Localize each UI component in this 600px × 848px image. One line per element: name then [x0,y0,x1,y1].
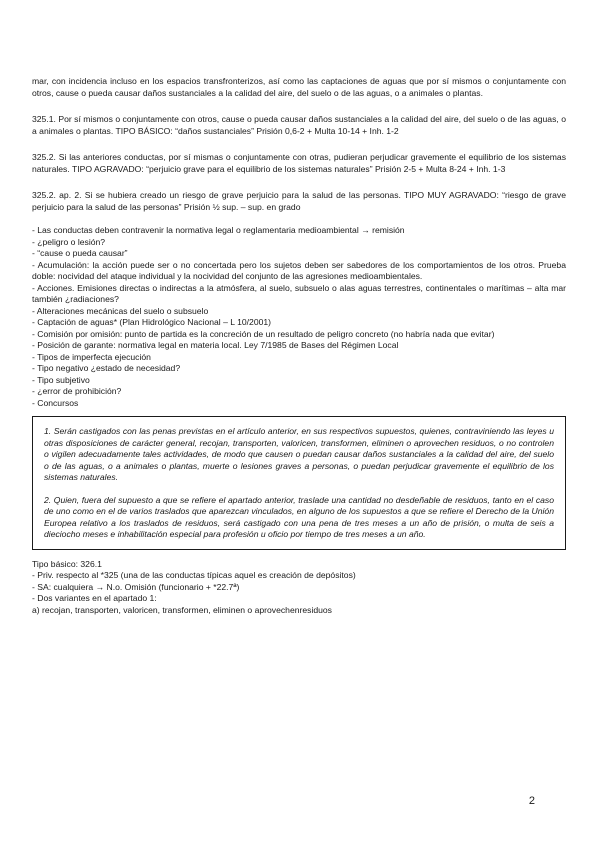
quote-paragraph-1: 1. Serán castigados con las penas previstas en el artículo anterior, en sus respectivos supuestos, quienes, contraviniendo las leyes u otras disposiciones de carácter general, recojan, transporten, valoricen, transformen, eliminen o aprovechen residuos, o no controlen o vigilen adecuadamente tales actividades, de modo que causen o puedan causar daños sustanciales a la calidad del aire, del suelo o de las aguas, o a animales o plantas, muerte o lesiones graves a personas, o puedan perjudicar gravemente el equilibrio de los sistemas naturales. [44,426,554,482]
list-item: - Las conductas deben contravenir la normativa legal o reglamentaria medioambiental → remisión [32,225,405,235]
list-item: - Acumulación: la acción puede ser o no concertada pero los sujetos deben ser sabedores de los comportamientos de los otros. Prueba doble: nocividad del ataque individual y la nocividad del conjunto de las agresiones medioambientales. [32,259,566,281]
section-325-2: 325.2. Si las anteriores conductas, por sí mismas o conjuntamente con otras, pudieran perjudicar gravemente el equilibrio de los sistemas naturales. TIPO AGRAVADO: “perjuicio grave para el equilibrio de los sistemas naturales” Prisión 2-5 + Multa 8-24 + Inh. 1-3 [32,152,566,174]
section-325-2-ap-2: 325.2. ap. 2. Si se hubiera creado un riesgo de grave perjuicio para la salud de las personas. TIPO MUY AGRAVADO: “riesgo de grave perjuicio para la salud de las personas” Prisión ½ sup. – sup. en grado [32,190,566,212]
list-item: - Tipos de imperfecta ejecución [32,351,151,362]
intro-paragraph: mar, con incidencia incluso en los espacios transfronterizos, así como las captaciones de aguas que por sí mismos o conjuntamente con otros, cause o pueda causar daños sustanciales a la calidad del aire, del suelo o de las aguas, o a animales o plantas. [32,76,566,98]
list-item: - Captación de aguas* (Plan Hidrológico Nacional – L 10/2001) [32,317,272,327]
notes-list [32,225,566,409]
list-item: - Tipo subjetivo [32,374,90,385]
section-325-1: 325.1. Por sí mismos o conjuntamente con otros, cause o pueda causar daños sustanciales a la calidad del aire, del suelo o de las aguas, o a animales o plantas. TIPO BÁSICO: “daños sustanciales” Prisión 0,6-2 + Multa 10-14 + Inh. 1-2 [32,114,566,136]
list-item: - Comisión por omisión: punto de partida es la concreción de un resultado de peligro concreto (no habría nada que evitar) [32,328,495,339]
list-item: - SA: cualquiera → N.o. Omisión (funcionario + *22.7ª) [32,581,240,592]
list-item: - Tipo negativo ¿estado de necesidad? [32,363,181,373]
list-item: - Acciones. Emisiones directas o indirectas a la atmósfera, al suelo, subsuelo o alas aguas terrestres, continentales o marítimas – alta mar también ¿radiaciones? [32,282,566,304]
list-item: - Dos variantes en el apartado 1: [32,593,157,603]
list-item: a) recojan, transporten, valoricen, transformen, eliminen o aprovechenresiduos [32,604,332,615]
list-item: - “cause o pueda causar” [32,248,128,258]
quote-paragraph-2: 2. Quien, fuera del supuesto a que se refiere el apartado anterior, traslade una cantidad no desdeñable de residuos, tanto en el caso de uno como en el de varios traslados que aparezcan vinculados, en alguno de los supuestos a que se refiere el Derecho de la Unión Europea relativo a los traslados de residuos, será castigado con una pena de tres meses a un año de prisión, o multa de seis a dieciocho meses e inhabilitación especial para profesión u oficio por tiempo de tres meses a un año. [44,494,554,539]
page-number: 2 [528,795,535,807]
list-item: - Concursos [32,397,79,408]
tail-list [32,559,566,617]
list-item: - Posición de garante: normativa legal en materia local. Ley 7/1985 de Bases del Régimen Local [32,340,399,350]
list-item: - ¿error de prohibición? [32,386,122,396]
list-item: - ¿peligro o lesión? [32,236,106,247]
article-326-quote-box [32,416,566,550]
page-content [32,76,566,616]
list-item: - Alteraciones mecánicas del suelo o subsuelo [32,305,209,316]
list-item: - Priv. respecto al *325 (una de las conductas típicas aquel es creación de depósitos) [32,570,356,580]
tail-heading: Tipo básico: 326.1 [32,558,102,569]
